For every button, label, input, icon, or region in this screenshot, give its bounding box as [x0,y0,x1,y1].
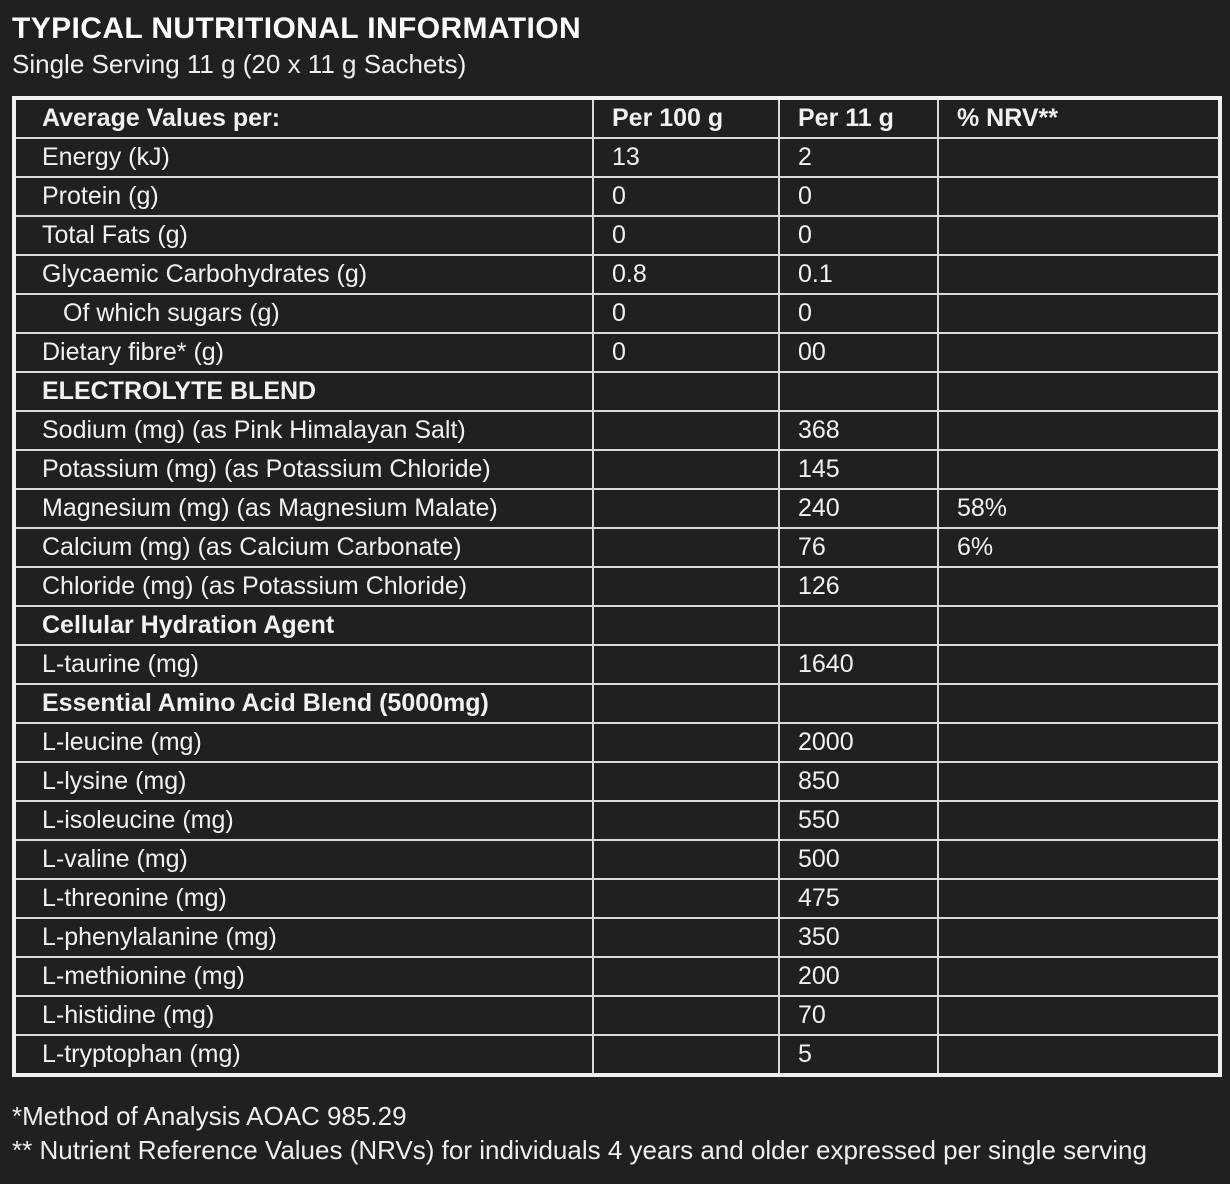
nrv-value [938,216,1220,255]
nrv-value [938,996,1220,1035]
per-100g-value [593,762,779,801]
table-row [14,996,1220,1035]
row-label: ELECTROLYTE BLEND [14,372,593,411]
per-100g-value [593,879,779,918]
table-row [14,216,1220,255]
per-11g-value [779,372,938,411]
nrv-value [938,879,1220,918]
nrv-value [938,684,1220,723]
table-row [14,918,1220,957]
nrv-value [938,801,1220,840]
per-11g-value: 368 [779,411,938,450]
per-11g-value: 550 [779,801,938,840]
per-11g-value: 5 [779,1035,938,1075]
per-11g-value: 350 [779,918,938,957]
per-11g-value: 200 [779,957,938,996]
per-11g-value: 850 [779,762,938,801]
nutrition-table [12,96,1222,1077]
per-100g-value: 0 [593,333,779,372]
nrv-value [938,762,1220,801]
per-11g-value: 2000 [779,723,938,762]
row-label: L-histidine (mg) [14,996,593,1035]
row-label: Protein (g) [14,177,593,216]
row-label: L-valine (mg) [14,840,593,879]
per-100g-value [593,840,779,879]
footnote-method-of-analysis: *Method of Analysis AOAC 985.29 [12,1101,407,1132]
table-row [14,723,1220,762]
per-11g-value: 76 [779,528,938,567]
per-11g-value: 500 [779,840,938,879]
column-header-per-11g: Per 11 g [779,98,938,138]
per-100g-value [593,801,779,840]
table-row [14,762,1220,801]
row-label: Chloride (mg) (as Potassium Chloride) [14,567,593,606]
per-100g-value [593,957,779,996]
column-header-per-100g: Per 100 g [593,98,779,138]
table-row [14,567,1220,606]
nrv-value [938,918,1220,957]
table-row [14,1035,1220,1075]
per-100g-value [593,1035,779,1075]
nrv-value [938,1035,1220,1075]
per-11g-value: 1640 [779,645,938,684]
table-header-row [14,98,1220,138]
nrv-value [938,840,1220,879]
table-row [14,333,1220,372]
per-11g-value [779,684,938,723]
per-100g-value [593,489,779,528]
row-label: Of which sugars (g) [14,294,593,333]
footnote-nrv-definition: ** Nutrient Reference Values (NRVs) for individuals 4 years and older expressed per single serving [12,1135,1147,1166]
row-label: Potassium (mg) (as Potassium Chloride) [14,450,593,489]
per-100g-value: 0.8 [593,255,779,294]
row-label: Cellular Hydration Agent [14,606,593,645]
per-100g-value [593,411,779,450]
per-11g-value [779,606,938,645]
table-row [14,528,1220,567]
row-label: Dietary fibre* (g) [14,333,593,372]
per-100g-value [593,684,779,723]
per-11g-value: 70 [779,996,938,1035]
row-label: L-lysine (mg) [14,762,593,801]
table-row [14,879,1220,918]
per-100g-value [593,645,779,684]
row-label: L-threonine (mg) [14,879,593,918]
nrv-value [938,255,1220,294]
nrv-value [938,138,1220,177]
row-label: Essential Amino Acid Blend (5000mg) [14,684,593,723]
table-row [14,294,1220,333]
nrv-value [938,567,1220,606]
nrv-value: 6% [938,528,1220,567]
per-100g-value [593,723,779,762]
per-100g-value: 0 [593,177,779,216]
row-label: L-tryptophan (mg) [14,1035,593,1075]
table-row [14,645,1220,684]
nrv-value [938,411,1220,450]
per-11g-value: 475 [779,879,938,918]
per-100g-value [593,918,779,957]
row-label: Glycaemic Carbohydrates (g) [14,255,593,294]
row-label: Sodium (mg) (as Pink Himalayan Salt) [14,411,593,450]
nrv-value [938,606,1220,645]
section-header-row [14,606,1220,645]
nrv-value [938,177,1220,216]
per-100g-value: 0 [593,216,779,255]
per-11g-value: 00 [779,333,938,372]
row-label: L-phenylalanine (mg) [14,918,593,957]
table-row [14,957,1220,996]
row-label: Energy (kJ) [14,138,593,177]
per-11g-value: 0 [779,294,938,333]
table-row [14,411,1220,450]
per-11g-value: 2 [779,138,938,177]
per-11g-value: 240 [779,489,938,528]
nrv-value [938,294,1220,333]
row-label: Calcium (mg) (as Calcium Carbonate) [14,528,593,567]
table-row [14,255,1220,294]
column-header-nrv: % NRV** [938,98,1220,138]
row-label: L-isoleucine (mg) [14,801,593,840]
table-row [14,450,1220,489]
nrv-value [938,333,1220,372]
row-label: L-methionine (mg) [14,957,593,996]
per-100g-value: 0 [593,294,779,333]
per-100g-value [593,372,779,411]
per-11g-value: 0.1 [779,255,938,294]
per-100g-value [593,606,779,645]
per-11g-value: 145 [779,450,938,489]
table-row [14,840,1220,879]
nrv-value [938,957,1220,996]
row-label: Total Fats (g) [14,216,593,255]
row-label: Magnesium (mg) (as Magnesium Malate) [14,489,593,528]
nrv-value: 58% [938,489,1220,528]
nrv-value [938,723,1220,762]
table-row [14,489,1220,528]
table-row [14,138,1220,177]
nrv-value [938,372,1220,411]
section-header-row [14,372,1220,411]
per-11g-value: 126 [779,567,938,606]
page-title: TYPICAL NUTRITIONAL INFORMATION [12,12,582,45]
footnotes [12,1100,1218,1168]
per-11g-value: 0 [779,216,938,255]
table-row [14,177,1220,216]
section-header-row [14,684,1220,723]
page-subtitle: Single Serving 11 g (20 x 11 g Sachets) [12,49,467,80]
per-100g-value: 13 [593,138,779,177]
per-100g-value [593,450,779,489]
per-100g-value [593,567,779,606]
table-row [14,801,1220,840]
nrv-value [938,645,1220,684]
per-100g-value [593,996,779,1035]
row-label: L-leucine (mg) [14,723,593,762]
per-11g-value: 0 [779,177,938,216]
nrv-value [938,450,1220,489]
per-100g-value [593,528,779,567]
row-label: L-taurine (mg) [14,645,593,684]
column-header-average-values: Average Values per: [14,98,593,138]
